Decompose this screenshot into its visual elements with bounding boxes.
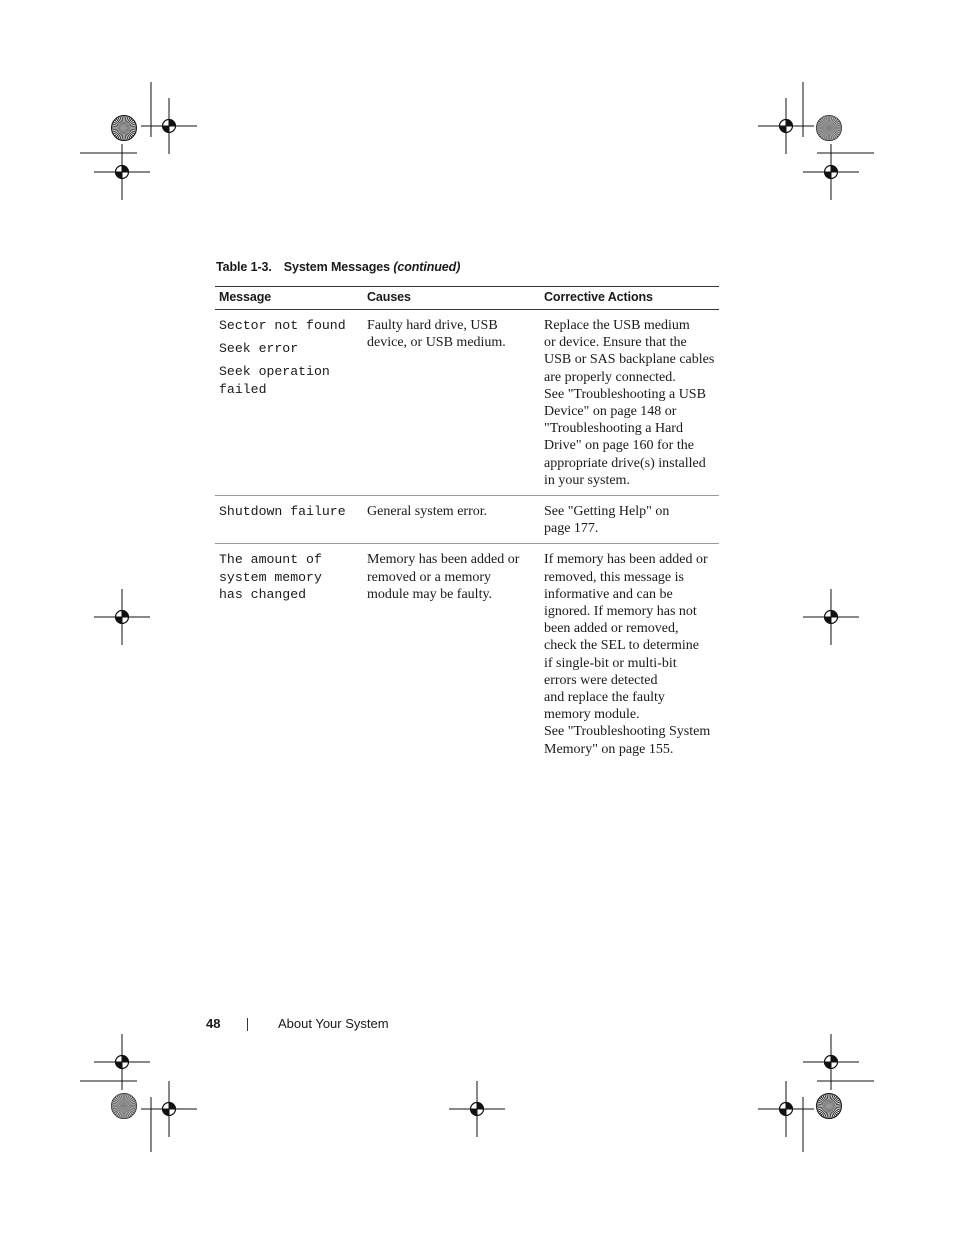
action-text-line: been added or removed, (544, 621, 679, 637)
table-row (215, 544, 719, 764)
cell-message (215, 496, 363, 544)
cell-message (215, 310, 363, 496)
cell-causes (363, 544, 540, 764)
action-text-line: errors were detected (544, 672, 658, 688)
header-corrective-actions: Corrective Actions (540, 287, 719, 310)
registration-mark-icon (803, 589, 859, 645)
message-code: Seek operation failed (219, 364, 330, 397)
action-text-line: page 177. (544, 521, 599, 537)
action-text-line: USB or SAS backplane cables (544, 352, 715, 368)
page-number: 48 (206, 1016, 221, 1031)
message-code: Shutdown failure (219, 504, 346, 520)
action-text-line: removed, this message is (544, 569, 684, 585)
table-caption (216, 260, 460, 274)
cell-causes (363, 310, 540, 496)
action-text-line: in your system. (544, 472, 630, 488)
table-caption-title: System Messages (283, 260, 390, 274)
cell-message (215, 544, 363, 764)
cause-text-line: Memory has been added or (367, 552, 520, 568)
footer-divider (247, 1018, 248, 1031)
printer-starburst-icon (817, 1094, 842, 1119)
printer-starburst-icon (112, 116, 137, 141)
table-body (215, 310, 719, 764)
header-message: Message (215, 287, 363, 310)
cause-text-line: removed or a memory (367, 569, 492, 585)
header-causes: Causes (363, 287, 540, 310)
action-text-line: Device" on page 148 or (544, 404, 677, 420)
cell-causes (363, 496, 540, 544)
action-text-line: See "Troubleshooting a USB (544, 386, 706, 402)
cell-corrective-actions (540, 544, 719, 764)
printer-starburst-icon (112, 1094, 137, 1119)
printer-starburst-icon (817, 116, 842, 141)
action-text-line: or device. Ensure that the (544, 335, 687, 351)
registration-mark-icon (94, 589, 150, 645)
registration-mark-icon (141, 98, 197, 154)
action-text-line: Memory" on page 155. (544, 741, 674, 757)
system-messages-table (215, 286, 719, 764)
action-text-line: informative and can be (544, 586, 673, 602)
table-header-row (215, 287, 719, 310)
action-text-line: and replace the faulty (544, 690, 665, 706)
table-caption-continued: (continued) (393, 260, 461, 274)
cell-corrective-actions (540, 310, 719, 496)
registration-mark-icon (758, 98, 814, 154)
action-text-line: See "Getting Help" on (544, 504, 670, 520)
message-code: The amount of system memory has changed (219, 552, 322, 602)
cause-text-line: General system error. (367, 504, 488, 520)
registration-mark-icon (803, 1034, 859, 1090)
action-text-line: "Troubleshooting a Hard (544, 421, 683, 437)
action-text-line: check the SEL to determine (544, 638, 699, 654)
footer-section-title: About Your System (278, 1016, 389, 1031)
table-row (215, 496, 719, 544)
action-text-line: See "Troubleshooting System (544, 724, 711, 740)
action-text-line: ignored. If memory has not (544, 604, 697, 620)
registration-mark-icon (803, 144, 859, 200)
table-row (215, 310, 719, 496)
registration-mark-icon (94, 1034, 150, 1090)
cause-text-line: Faulty hard drive, USB (367, 318, 498, 333)
registration-mark-icon (94, 144, 150, 200)
cause-text-line: device, or USB medium. (367, 335, 506, 351)
action-text-line: Drive" on page 160 for the (544, 438, 694, 454)
table-caption-number: Table 1-3. (216, 260, 272, 274)
registration-mark-icon (141, 1081, 197, 1137)
action-text-line: If memory has been added or (544, 552, 708, 568)
action-text-line: appropriate drive(s) installed (544, 455, 706, 471)
registration-mark-icon (449, 1081, 505, 1137)
cause-text-line: module may be faulty. (367, 586, 493, 602)
message-code: Sector not found (219, 318, 346, 333)
message-code: Seek error (219, 341, 299, 357)
action-text-line: if single-bit or multi-bit (544, 655, 677, 671)
cell-corrective-actions (540, 496, 719, 544)
action-text-line: are properly connected. (544, 369, 676, 385)
registration-mark-icon (758, 1081, 814, 1137)
action-text-line: Replace the USB medium (544, 318, 690, 333)
action-text-line: memory module. (544, 707, 640, 723)
